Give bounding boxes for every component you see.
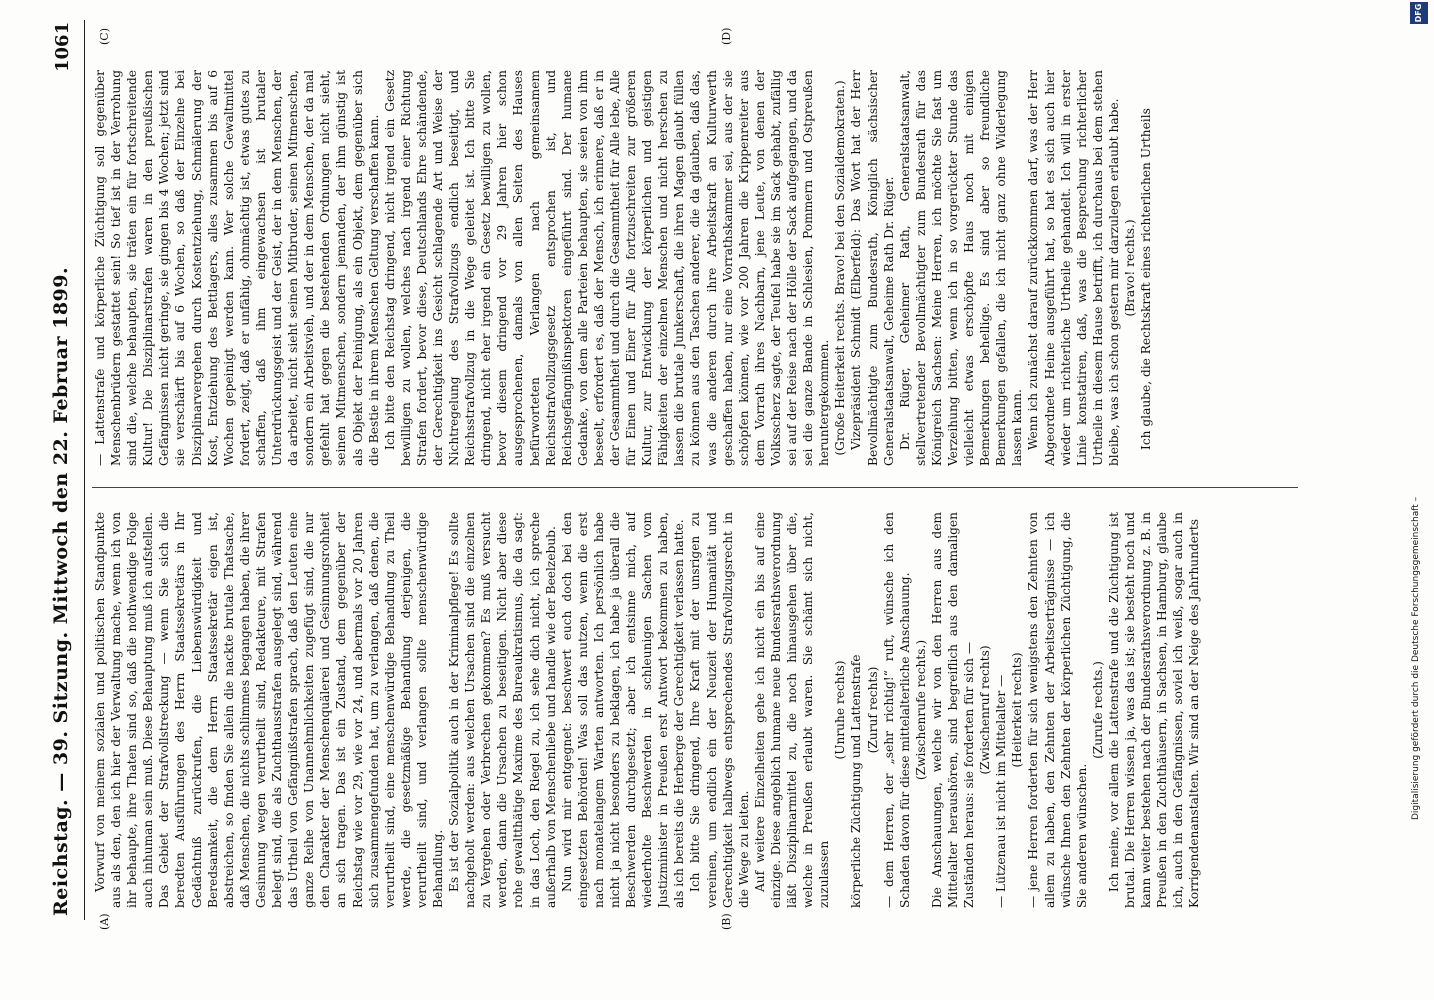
interjection: (Große Heiterkeit rechts. Bravo! bei den Sozialdemokraten.) [833,80,848,456]
page-header [42,0,82,1000]
credit-text: Digitalisierung gefördert durch die Deutsche Forschungsgemeinschaft – [1411,496,1421,820]
paragraph: Ich meine, vor allem die Lattenstrafe und die Züchtigung ist brutal. Die Herren wissen ja, was das ist; sie besteht noch und kann weiter bestehen nach der Bundesrathsverordnung z. B. in Preußen in den Zuchthäusern, in Sachsen, in Hamburg, glaube ich, auch in den Gefängnissen, soviel ich weiß, sogar auch in Korrigendenanstalten. Wir sind an der Neige des Jahrhunderts [1106,512,1202,908]
interjection: (Unruhe rechts) [833,660,848,760]
paragraph: körperliche Züchtigung und Lattenstrafe [849,654,864,908]
paragraph: Ich glaube, die Rechtskraft eines richterlichen Urtheils [1139,108,1154,450]
paragraph: Es ist der Sozialpolitik auch in der Kriminalpflege! Es sollte nachgeholt werden: aus welchen Ursachen sind die einzelnen zu Vergehen oder Verbrechen gekommen? Es muß versucht werden, dann die Ursachen zu beseitigen. Nicht aber diese rohe gewaltthätige Maxime des Bureaukratismus, die da sagt: in das Loch, den Riegel zu, ich sehe dich nicht, ich spreche außerhalb von Menschenliebe und handle wie der Beelzebub. [447,512,558,908]
interjection: (Zwischenrufe rechts.) [913,639,928,781]
interjection: (Zuruf rechts) [865,666,880,754]
column-left [92,512,1302,908]
interjection: (Zurufe rechts.) [1090,661,1105,759]
margin-marker-a: (A) [98,913,111,930]
paragraph: Wenn ich zunächst darauf zurückkommen darf, was der Herr Abgeordnete Heine ausgeführt hat, so hat es sich auch hier wieder um richterliche Urtheile gehandelt. Ich will in erster Linie konstatiren, daß, was die Besprechung richterlicher Urtheile in diesem Hause betrifft, ich durchaus bei dem stehen bleibe, was ich schon gestern mir darzulegen erlaubt habe. [1026,70,1121,466]
speaker-paragraph: Dr. Rüger, Geheimer Rath, Generalstaatsanwalt, stellvertretender Bevollmächtigter zum Bundesrath für das Königreich Sachsen: Meine Herren, ich möchte Sie fast um Verzeihung bitten, wenn ich in so vorgerückter Stunde das vielleicht etwas erschöpfte Haus noch mit einigen Bemerkungen behellige. Es sind aber so freundliche Bemerkungen gefallen, die ich nicht ganz ohne Widerlegung lassen kann. [897,70,1025,466]
margin-marker-b: (B) [720,913,733,930]
page-number: 1061 [52,21,73,72]
dfg-logo: DFG [1410,2,1428,24]
paragraph: Ich bitte Sie dringend, Ihre Kraft mit der unsrigen zu vereinen, um endlich ein der Neuzeit der Humanität und Gerechtigkeit halbwegs entsprechendes Strafvollzugsrecht in die Wege zu leiten. [688,512,751,908]
paragraph: Die Anschauungen, welche wir von den Herren aus dem Mittelalter heraushören, sind begreiflich aus den damaligen Zuständen heraus: sie forderten für sich — [929,512,977,908]
paragraph: — Lützenau ist nicht im Mittelalter — [994,674,1009,908]
interjection: (Zwischenruf rechts) [978,645,993,775]
margin-marker-d: (D) [720,27,733,45]
interjection: (Heiterkeit rechts) [1010,652,1025,768]
header-title: Reichstag. — 39. Sitzung. Mittwoch den 22. Februar 1899. [50,266,72,916]
paragraph: — Lattenstrafe und körperliche Züchtigung soll gegenüber Menschenbrüdern gestattet sein! So tief ist in der Verrohung sind die, welche behaupten, sie träten ein für fortschreitende Kultur! Die Disziplinarstrafen waren in den preußischen Gefängnissen nicht geringe, sie gingen bis 4 Wochen; jetzt sind sie verschärft bis auf 6 Wochen, so daß der Einzelne bei Disziplinarvergehen durch Kostentziehung, Schmälerung der Kost, Entziehung des Bettlagers, alles zusammen bis auf 6 Wochen gepeinigt werden kann. Wer solche Gewaltmittel fordert, zeigt, daß er unfähig, ohnmächtig ist, etwas gutes zu schaffen, daß ihm eingewachsen ist brutaler Unterdrückungsgeist und der Geist, der in dem Menschen, der da arbeitet, nicht sieht seinen Mitbruder, seinen Mitmenschen, sondern ein Arbeitsvieh, und der in dem Menschen, der da mal gefehlt hat gegen die bestehenden Ordnungen nicht sieht, seinen Mitmenschen, sondern jemanden, der ihm günstig ist als Objekt der Peinigung, als ein Objekt, dem gegenüber sich die Bestie in ihrem Menschen Geltung verschaffen kann. [93,70,381,466]
interjection: (Bravo! rechts.) [1123,219,1137,317]
digitization-credit [1408,0,1430,1000]
column-right [92,70,1302,466]
paragraph: Nun wird mir entgegnet: beschwert euch doch bei den eingesetzten Behörden! Was soll das nutzen, wenn die erst nach monatelangem Warten antworten. Ich persönlich habe nicht ja nicht besonders zu beklagen, ich habe ja überall die Beschwerden durchgesetzt; aber ich entsinne mich, auf wiederholte Beschwerden in schleunigen Sachen vom Justizminister in Preußen erst Antwort bekommen zu haben, als ich bereits die Herberge der Gerechtigkeit verlassen hatte. [559,512,687,908]
paragraph: Vorwurf von meinem sozialen und politischen Standpunkte aus als den, den ich hier der Verwaltung mache, wenn ich von ihr behaupte, ihre Thaten sind so, daß die nothwendige Folge auch inhuman sein muß. Diese Behauptung muß ich aufstellen. Das Gebiet der Strafvollstreckung — wenn Sie sich die beredten Ausführungen des Herrn Staatssekretärs in Ihr Gedächtniß zurückrufen, die Liebenswürdigkeit und Beredsamkeit, die dem Herrn Staatssekretär eigen ist, abstreichen, so finden Sie allein die nackte brutale Thatsache, daß Menschen, die nichts schlimmes begangen haben, die ihrer Gesinnung wegen verurtheilt sind, Redakteure, mit Strafen belegt sind, die als Zuchthausstrafen ausgelegt sind, während das Urtheil von Gefängnißstrafen sprach, daß den Leuten eine ganze Reihe von Unannehmlichkeiten zugefügt sind, die nur den Charakter der Menschenquälerei und Gesinnungsrohheit an sich tragen. Das ist ein Zustand, dem gegenüber der Reichstag wie vor 29, wie vor 24, und abermals vor 20 Jahren sich zusammengefunden hat, um zu verlangen, daß denen, die verurtheilt sind, eine menschenwürdige Behandlung zu Theil werde, die gesetzmäßige Behandlung derjenigen, die verurtheilt sind, und verlangen sollte menschenwürdige Behandlung. [93,512,445,908]
paragraph: Ich bitte den Reichstag dringend, nicht irgend ein Gesetz bewilligen zu wollen, welches nach irgend einer Richtung Strafen fordert, bevor diese, Deutschlands Ehre schändende, der Gerechtigkeit ins Gesicht schlagende Art und Weise der Nichtregelung des Strafvollzugs endlich beseitigt, und Reichsstrafvollzug in die Wege geleitet ist. Ich bitte Sie dringend, nicht eher irgend ein Gesetz bewilligen zu wollen, bevor diesem dringend vor 29 Jahren hier schon ausgesprochenen, damals von allen Seiten des Hauses befürworteten Verlangen nach gemeinsamem Reichsstrafvollzugsgesetz entsprochen ist, und Reichsgefängnißinspektoren eingeführt sind. Der humane Gedanke, von dem alle Parteien behaupten, sie seien von ihm beseelt, erfordert es, daß der Mensch, ich erinnere, daß er in der Gesammtheit und durch die Gesammtheit für Alle lebe, Alle für Einen und Einer für Alle fortzuschreiten zur größeren Kultur, zur Entwicklung der körperlichen und geistigen Fähigkeiten der einzelnen Menschen und nicht herschen zu lassen die brutale Junkerschaft, die ihren Magen glaubt füllen zu können aus den Taschen anderer, die da glauben, daß das, was die anderen durch ihre Arbeitskraft an Kulturwerth geschaffen haben, nur eine Vorrathskammer sei, aus der sie schöpfen können, wie vor 200 Jahren die Krippenreiter aus dem Vorrath ihres Nachbarn, jene Leute, von denen der Volksscherz sagte, der Teufel habe sie im Sack gehabt, zufällig sei auf der Reise nach der Hölle der Sack aufgegangen, und da sei die ganze Bande in Schlesien, Pommern und Ostpreußen heruntergekommen. [382,70,832,466]
paragraph: — jene Herren forderten für sich wenigstens den Zehnten von allem zu haben, den Zehnten der Arbeitserträgnisse — ich wünsche Ihnen den Zehnten der körperlichen Züchtigung, die Sie anderen wünschen. [1026,512,1089,908]
header-rule [84,20,85,920]
speaker-paragraph: Vizepräsident Schmidt (Elberfeld): Das Wort hat der Herr Bevollmächtigte zum Bundesrath, Königlich sächsischer Generalstaatsanwalt, Geheime Rath Dr. Rüger. [849,70,896,466]
margin-marker-c: (C) [98,28,111,45]
paragraph: Auf weitere Einzelheiten gehe ich nicht ein bis auf eine einzige. Diese angeblich humane neue Bundesrathsverordnung läßt Disziplinarmittel zu, die noch hinausgehen über die, welche in Preußen erlaubt waren. Sie schämt sich nicht, zuzulassen [752,512,832,908]
paragraph: — dem Herren, der „sehr richtig!“ ruft, wünsche ich den Schaden davon für diese mittelalterliche Anschauung. [881,512,912,908]
column-divider [92,487,1298,488]
